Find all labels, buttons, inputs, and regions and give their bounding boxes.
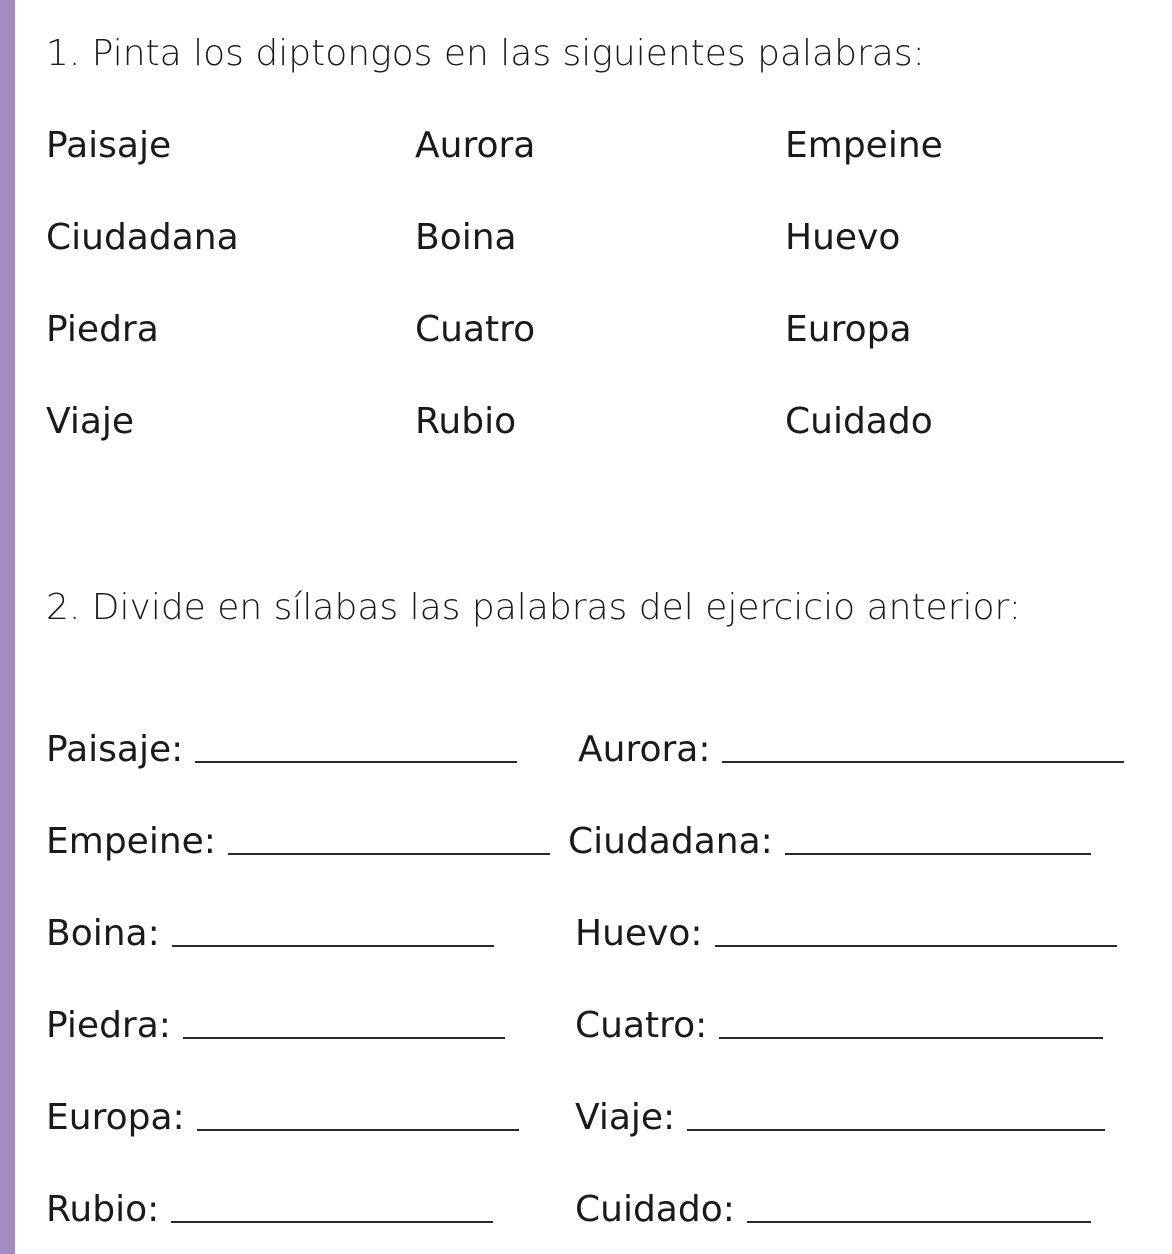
word-ciudadana: Ciudadana — [46, 217, 239, 258]
answer-blank[interactable] — [687, 1129, 1105, 1131]
left-accent-bar — [0, 0, 15, 1254]
syllable-row-huevo — [575, 908, 1117, 952]
answer-blank[interactable] — [715, 945, 1117, 947]
answer-blank[interactable] — [171, 1221, 493, 1223]
syllable-row-ciudadana — [568, 816, 1091, 860]
syllable-label: Cuidado: — [575, 1189, 735, 1230]
syllable-label: Rubio: — [46, 1189, 160, 1230]
word-cuidado: Cuidado — [785, 401, 933, 442]
syllable-row-aurora — [578, 724, 1124, 768]
syllable-row-cuidado — [575, 1184, 1091, 1228]
word-aurora: Aurora — [415, 125, 536, 166]
answer-blank[interactable] — [722, 761, 1124, 763]
syllable-row-europa — [46, 1092, 519, 1136]
syllable-row-cuatro — [575, 1000, 1103, 1044]
syllable-row-empeine — [46, 816, 550, 860]
answer-blank[interactable] — [197, 1129, 519, 1131]
answer-blank[interactable] — [228, 853, 550, 855]
syllable-row-viaje — [575, 1092, 1105, 1136]
word-viaje: Viaje — [46, 401, 135, 442]
syllable-label: Aurora: — [578, 729, 711, 770]
syllable-label: Boina: — [46, 913, 160, 954]
word-paisaje: Paisaje — [46, 125, 172, 166]
syllable-label: Cuatro: — [575, 1005, 708, 1046]
word-rubio: Rubio — [415, 401, 517, 442]
word-piedra: Piedra — [46, 309, 159, 350]
syllable-row-paisaje — [46, 724, 517, 768]
answer-blank[interactable] — [785, 853, 1091, 855]
answer-blank[interactable] — [747, 1221, 1091, 1223]
answer-blank[interactable] — [183, 1037, 505, 1039]
syllable-label: Huevo: — [575, 913, 703, 954]
syllable-label: Ciudadana: — [568, 821, 773, 862]
syllable-label: Piedra: — [46, 1005, 171, 1046]
word-cuatro: Cuatro — [415, 309, 536, 350]
exercise-2-instruction: 2. Divide en sílabas las palabras del ejercicio anterior: — [46, 587, 1021, 628]
syllable-row-rubio — [46, 1184, 493, 1228]
syllable-label: Empeine: — [46, 821, 216, 862]
word-huevo: Huevo — [785, 217, 901, 258]
answer-blank[interactable] — [172, 945, 494, 947]
syllable-label: Europa: — [46, 1097, 185, 1138]
syllable-label: Paisaje: — [46, 729, 184, 770]
word-boina: Boina — [415, 217, 517, 258]
syllable-row-boina — [46, 908, 494, 952]
word-empeine: Empeine — [785, 125, 943, 166]
syllable-label: Viaje: — [575, 1097, 676, 1138]
word-europa: Europa — [785, 309, 912, 350]
exercise-1-instruction: 1. Pinta los diptongos en las siguientes palabras: — [46, 33, 925, 74]
syllable-row-piedra — [46, 1000, 505, 1044]
answer-blank[interactable] — [195, 761, 517, 763]
answer-blank[interactable] — [719, 1037, 1103, 1039]
